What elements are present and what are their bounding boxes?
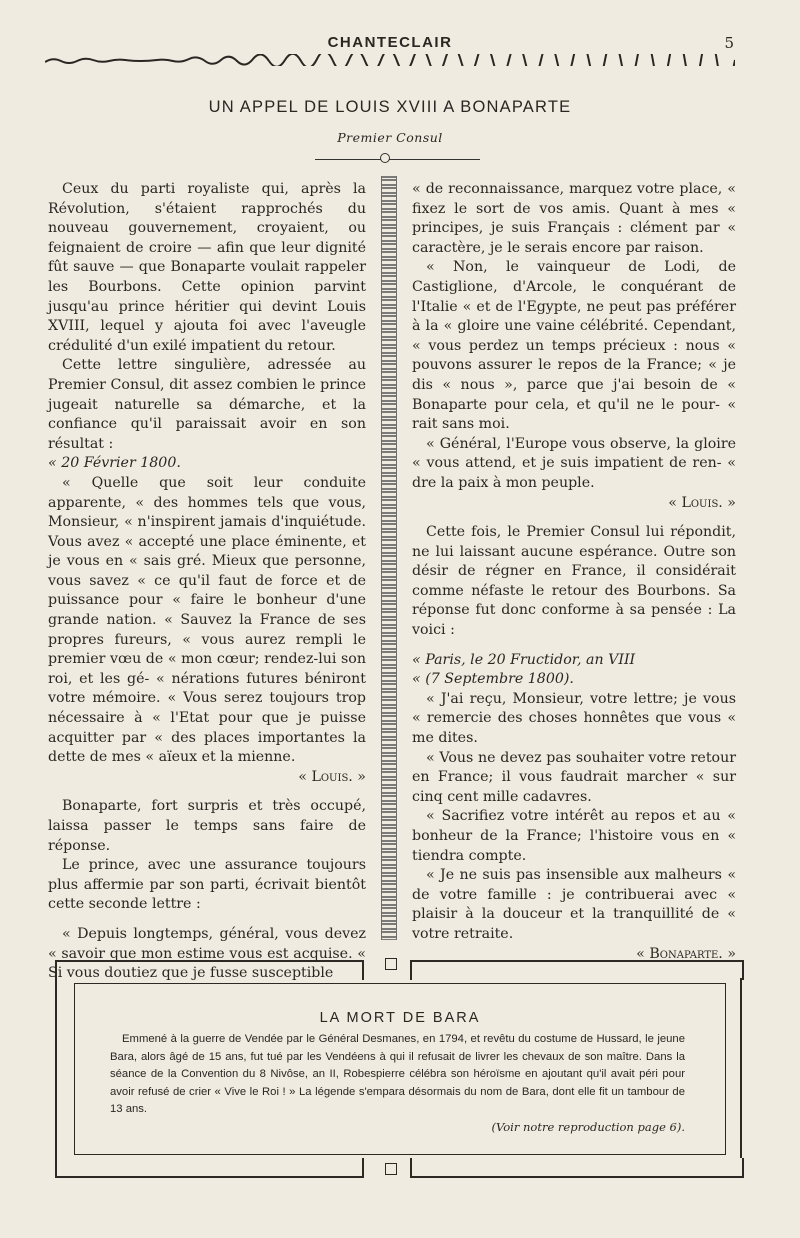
column-divider-ornament [381,176,397,940]
paragraph: Cette fois, le Premier Consul lui répondit, ne lui laissant aucune espérance. Outre son désir de régner en France, il considérait comme néfaste le retour des Bourbons. Sa réponse fut donc conforme à sa pensée : La voici : [412,524,736,639]
inset-paragraph: Emmené à la guerre de Vendée par le Général Desmanes, en 1794, et revêtu du costume de Hussard, le jeune Bara, alors âgé de 15 ans, fut tué par les Vendéens à qui il refusait de livrer les chevaux de son maître. Dans la séance de la Convention du 8 Nivôse, an II, Robespierre célébra son héroïsme en ajoutant qu'il avait péri pour avoir refusé de crier « Vive le Roi ! » La légende s'empara désormais du nom de Bara, dont elle fit un tambour de 13 ans. [110,1033,685,1115]
paragraph: Cette lettre singulière, adressée au Premier Consul, dit assez combien le prince jugeait naturelle sa démarche, et la confiance qu'il paraissait avoir en son résultat : [48,357,366,452]
paragraph-gap [412,513,736,523]
inset-frame-bottom-left [55,1158,364,1178]
letter-signature: « Louis. » [668,494,736,511]
paragraph: Bonaparte, fort surpris et très occupé, laissa passer le temps sans faire de réponse. [48,798,366,854]
paragraph: « Vous ne devez pas souhaiter votre retour en France; il vous faudrait marcher « sur cinq cent mille cadavres. [412,749,736,805]
paragraph: « Général, l'Europe vous observe, la gloire « vous attend, et je suis impatient de ren- « dre la paix à mon peuple. [412,435,736,491]
paragraph: « Sacrifiez votre intérêt au repos et au « bonheur de la France; l'histoire vous en « tiendra compte. [412,808,736,864]
title-separator [315,159,480,160]
inset-frame-right [728,978,742,1158]
paragraph: « Non, le vainqueur de Lodi, de Castiglione, d'Arcole, le conquérant de l'Italie « et de l'Egypte, ne peut pas préférer à la « gloire une vaine célébrité. Cependant, « vous perdez un temps précieux : nous « pouvons assurer le repos de la France; « je dis « nous », parce que j'ai besoin de « Bonaparte pour cela, et qu'il ne le pour- « rait sans moi. [412,259,736,433]
left-column [48,180,366,984]
paragraph: « Depuis longtemps, général, vous devez « savoir que mon estime vous est acquise. « Si vous doutiez que je fusse susceptible [48,925,366,982]
separator-ornament [380,153,390,163]
paragraph: « Je ne suis pas insensible aux malheurs « de votre famille : je contribuerai avec « plaisir à la douceur et la tranquillité de « votre retraite. [412,867,736,942]
paragraph: « J'ai reçu, Monsieur, votre lettre; je vous « remercie des choses honnêtes que vous « me dites. [412,690,736,747]
article-subtitle: Premier Consul [337,130,443,145]
letter-signature: « Bonaparte. » [636,945,736,962]
inset-frame-top-right [410,960,744,980]
page-number: 5 [724,34,734,52]
letter-signature: « Louis. » [298,768,366,785]
letter-date: « (7 Septembre 1800). [412,671,574,688]
paragraph-gap [48,915,366,925]
inset-box [74,983,726,1155]
page-header [0,32,800,72]
paragraph-gap [412,641,736,651]
inset-title: LA MORT DE BARA [319,1010,481,1026]
letter-date: « 20 Février 1800. [48,455,181,472]
inset-frame-top-left [55,960,364,980]
inset-frame-bottom-right [410,1158,744,1178]
inset-body [110,1031,685,1136]
article-title: UN APPEL DE LOUIS XVIII A BONAPARTE [208,98,572,116]
paragraph: Ceux du parti royaliste qui, après la Révolution, s'étaient rapprochés du nouveau gouvernement, croyaient, ou feignaient de croire — afin que leur dignité fût sauve — que Bonaparte voulait rappeler les Bourbons. Cette opinion parvint jusqu'au prince héritier qui devint Louis XVIII, lequel y ajouta foi avec l'aveugle crédulité d'un exilé impatient du retour. [48,181,366,354]
right-column [412,180,736,964]
inset-reference: (Voir notre reproduction page 6). [491,1119,685,1134]
paragraph: « de reconnaissance, marquez votre place, « fixez le sort de vos amis. Quant à mes « principes, je suis Français : clément par « caractère, je le serais encore par raison. [412,181,736,256]
letter-date: « Paris, le 20 Fructidor, an VIII [412,651,636,668]
paragraph: « Quelle que soit leur conduite apparente, « des hommes tels que vous, Monsieur, « n'inspirent jamais d'inquiétude. Vous avez « accepté une place éminente, et je vous en « sais gré. Mieux que personne, vous savez « ce qu'il faut de force et de puissance pour « faire le bonheur d'une grande nation. « Sauvez la France de ses propres fureurs, « vous aurez rempli le premier vœu de « mon cœur; rendez-lui son roi, et les gé- « nérations futures béniront votre mémoire. « Vous serez toujours trop nécessaire à « l'Etat pour que je puisse acquitter par « des places importantes la dette de mes « aïeux et la mienne. [48,474,366,766]
square-ornament-top [385,958,397,970]
paragraph-gap [48,787,366,797]
paragraph: Le prince, avec une assurance toujours plus affermie par son parti, écrivait bientôt cette seconde lettre : [48,857,366,913]
inset-frame-left [55,978,69,1158]
wavy-rule [45,54,735,66]
journal-title: CHANTECLAIR [327,34,453,51]
square-ornament-bottom [385,1163,397,1175]
